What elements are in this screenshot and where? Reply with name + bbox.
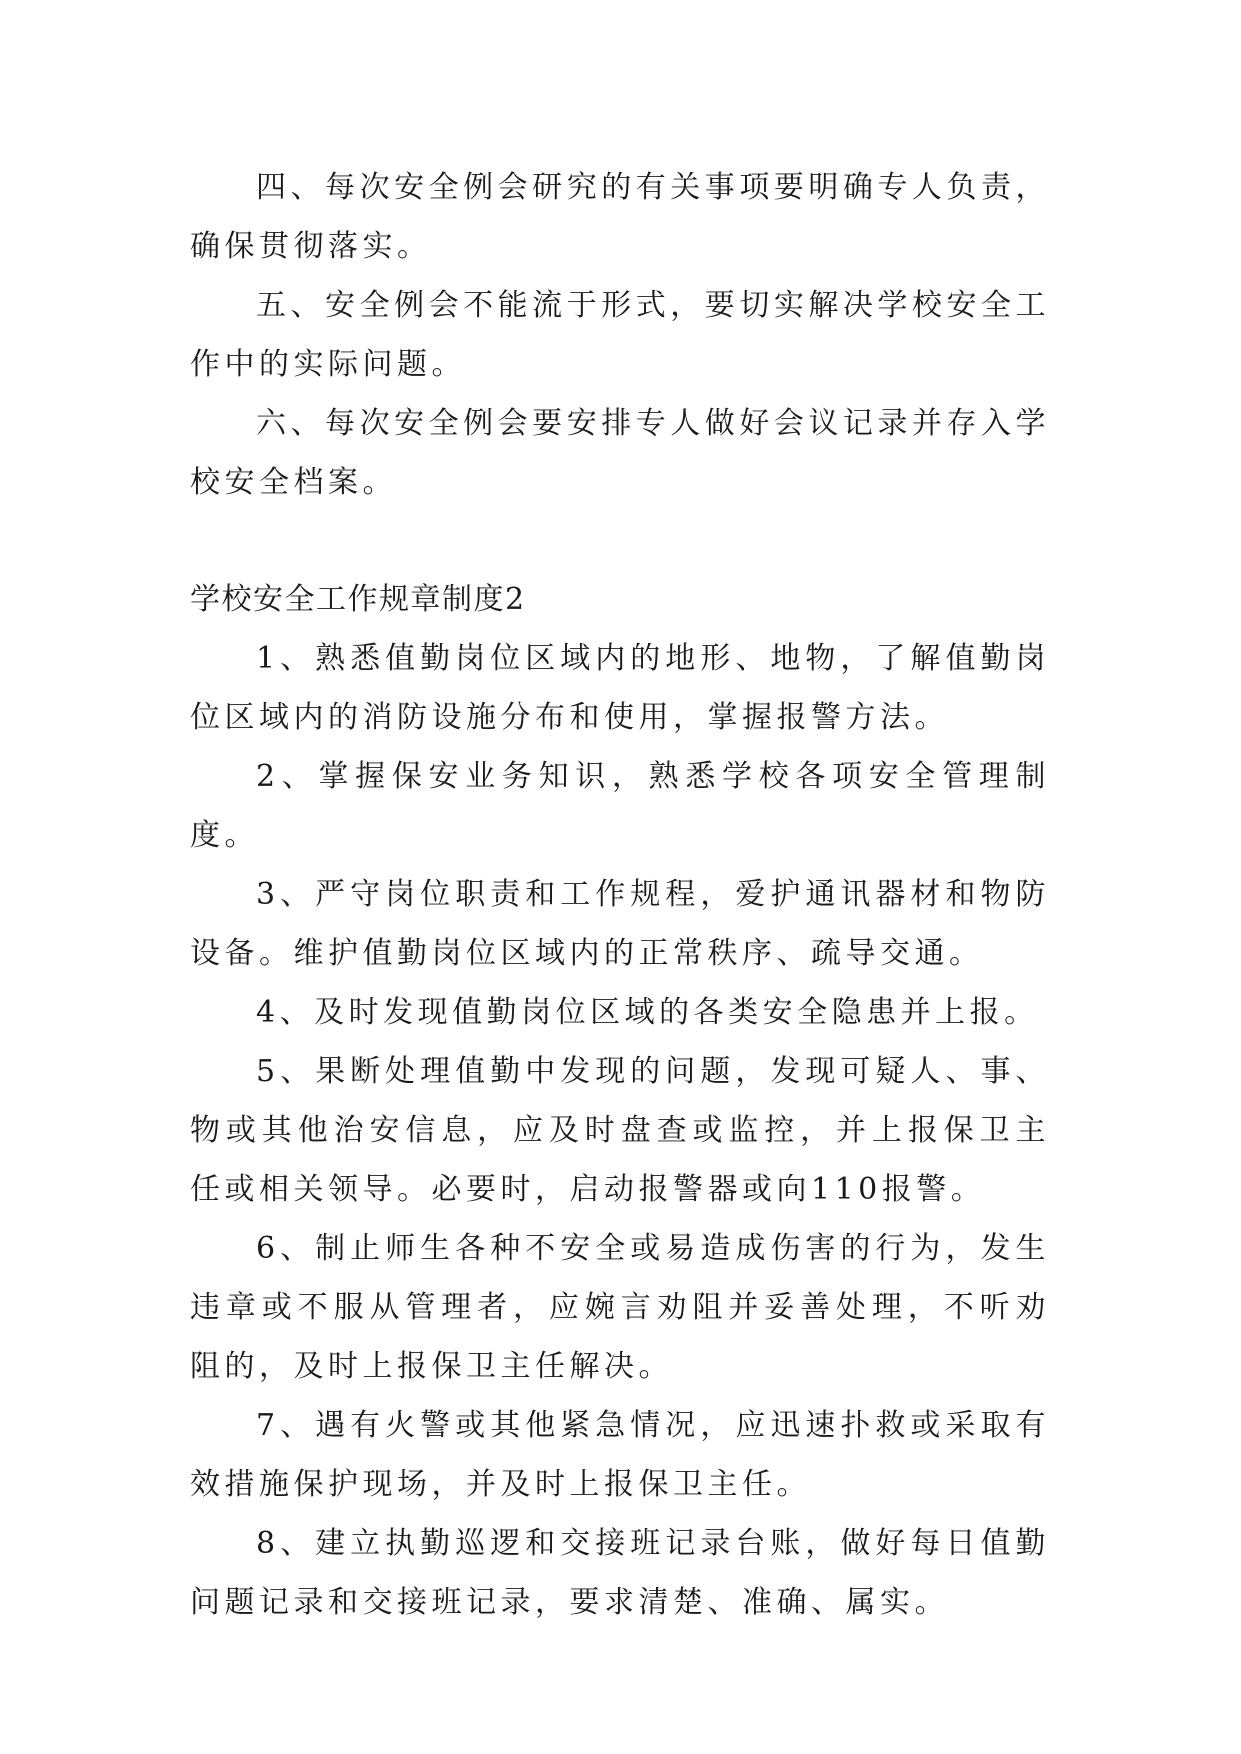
rule-item-1: 1、熟悉值勤岗位区域内的地形、地物，了解值勤岗位区域内的消防设施分布和使用，掌握报警方法。 [190, 641, 1050, 735]
rule-item-8: 8、建立执勤巡逻和交接班记录台账，做好每日值勤问题记录和交接班记录，要求清楚、准确、属实。 [190, 1526, 1050, 1620]
paragraph-item-5: 五、安全例会不能流于形式，要切实解决学校安全工作中的实际问题。 [190, 288, 1050, 382]
rule-item-4: 4、及时发现值勤岗位区域的各类安全隐患并上报。 [256, 995, 1039, 1030]
rule-item-6: 6、制止师生各种不安全或易造成伤害的行为，发生违章或不服从管理者，应婉言劝阻并妥善处理，不听劝阻的，及时上报保卫主任解决。 [190, 1231, 1050, 1384]
rule-item-5: 5、果断处理值勤中发现的问题，发现可疑人、事、物或其他治安信息，应及时盘查或监控，并上报保卫主任或相关领导。必要时，启动报警器或向110报警。 [190, 1054, 1050, 1207]
rule-item-7: 7、遇有火警或其他紧急情况，应迅速扑救或采取有效措施保护现场，并及时上报保卫主任。 [190, 1408, 1050, 1502]
paragraph-item-6: 六、每次安全例会要安排专人做好会议记录并存入学校安全档案。 [190, 406, 1050, 500]
rule-item-3: 3、严守岗位职责和工作规程，爱护通讯器材和物防设备。维护值勤岗位区域内的正常秩序、疏导交通。 [190, 877, 1050, 971]
section-title: 学校安全工作规章制度2 [190, 582, 526, 617]
document-body [190, 158, 1050, 1632]
paragraph-item-4: 四、每次安全例会研究的有关事项要明确专人负责，确保贯彻落实。 [190, 170, 1050, 264]
rule-item-2: 2、掌握保安业务知识，熟悉学校各项安全管理制度。 [190, 759, 1050, 853]
